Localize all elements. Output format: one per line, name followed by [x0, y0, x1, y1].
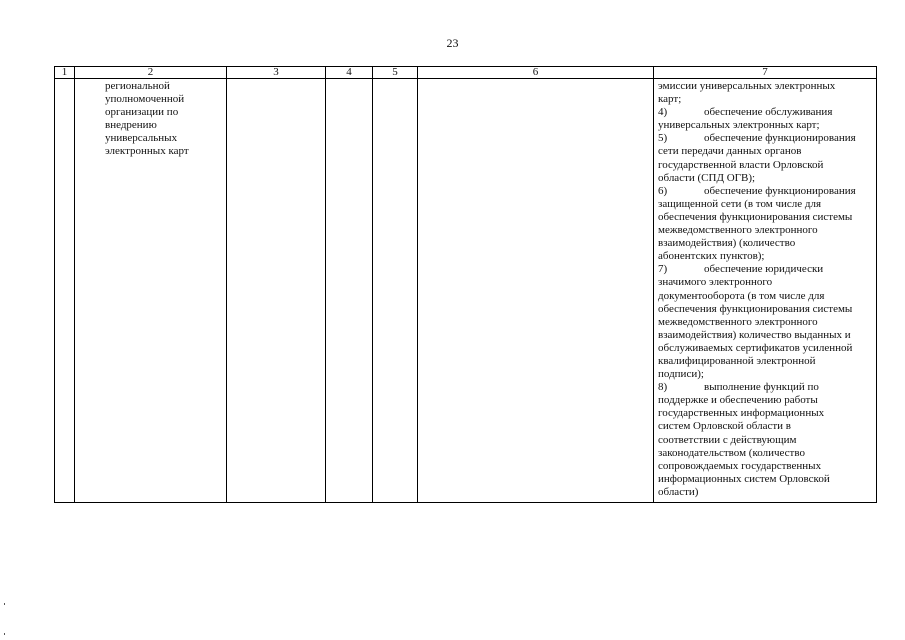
line-text: квалифицированной электронной — [658, 354, 816, 367]
line-text: межведомственного электронного — [658, 224, 818, 237]
col7-line — [658, 329, 876, 342]
line-text: обеспечение функционирования — [704, 132, 856, 145]
header-col-6: 6 — [418, 67, 654, 79]
item-number: 6) — [658, 184, 668, 197]
cell-col-2 — [75, 79, 227, 503]
col7-line — [658, 381, 876, 394]
line-text: области (СПД ОГВ); — [658, 171, 756, 184]
item-number: 5) — [658, 132, 668, 145]
col7-line — [658, 237, 876, 250]
col7-line — [658, 80, 876, 93]
line-text: взаимодействия) количество выданных и — [658, 328, 851, 341]
col7-line — [658, 145, 876, 158]
col7-line — [658, 434, 876, 447]
col7-line — [658, 93, 876, 106]
cell-col-6 — [418, 79, 654, 503]
col7-line — [658, 250, 876, 263]
header-col-5: 5 — [373, 67, 418, 79]
col7-line — [658, 290, 876, 303]
header-col-4: 4 — [326, 67, 373, 79]
scan-mark — [4, 633, 5, 635]
line-text: соответствии с действующим — [658, 433, 797, 446]
line-text: обеспечения функционирования системы — [658, 302, 853, 315]
col7-line — [658, 303, 876, 316]
col2-line: организации по внедрению — [105, 106, 179, 132]
col7-line — [658, 342, 876, 355]
page-number: 23 — [446, 36, 459, 50]
col2-line: электронных карт — [105, 145, 189, 158]
cell-col-4 — [326, 79, 373, 503]
line-text: документооборота (в том числе для — [658, 289, 825, 302]
line-text: обеспечение функционирования — [704, 184, 856, 197]
col7-line — [658, 185, 876, 198]
col7-line — [658, 420, 876, 433]
col7-line — [658, 159, 876, 172]
line-text: взаимодействия) (количество — [658, 237, 796, 250]
col7-line — [658, 407, 876, 420]
col7-line — [658, 394, 876, 407]
col7-line — [658, 263, 876, 276]
line-text: абонентских пунктов); — [658, 250, 765, 263]
line-text: государственных информационных — [658, 407, 825, 420]
table-row — [55, 79, 877, 503]
col7-line — [658, 316, 876, 329]
col7-line — [658, 460, 876, 473]
col2-line: уполномоченной — [105, 93, 185, 106]
line-text: области) — [658, 485, 699, 498]
document-table — [54, 66, 877, 503]
cell-col-3 — [227, 79, 326, 503]
line-text: эмиссии универсальных электронных — [658, 80, 836, 92]
item-number: 8) — [658, 381, 668, 394]
header-col-1: 1 — [55, 67, 75, 79]
header-col-7: 7 — [654, 67, 877, 79]
col7-line — [658, 368, 876, 381]
col7-line — [658, 447, 876, 460]
col7-line — [658, 106, 876, 119]
line-text: защищенной сети (в том числе для — [658, 197, 822, 210]
line-text: информационных систем Орловской — [658, 472, 830, 485]
line-text: сопровождаемых государственных — [658, 459, 822, 472]
line-text: карт; — [658, 93, 682, 106]
line-text: систем Орловской области в — [658, 420, 791, 433]
line-text: обслуживаемых сертификатов усиленной — [658, 341, 853, 354]
col7-line — [658, 276, 876, 289]
line-text: сети передачи данных органов — [658, 145, 802, 158]
line-text: обеспечение юридически — [704, 263, 824, 276]
cell-col-1 — [55, 79, 75, 503]
item-number: 7) — [658, 263, 668, 276]
header-row — [55, 67, 877, 79]
line-text: поддержке и обеспечению работы — [658, 394, 818, 407]
item-number: 4) — [658, 106, 668, 119]
col7-line — [658, 224, 876, 237]
header-col-2: 2 — [75, 67, 227, 79]
col2-line: универсальных — [105, 132, 178, 145]
line-text: обеспечения функционирования системы — [658, 210, 853, 223]
line-text: выполнение функций по — [704, 381, 819, 394]
header-col-3: 3 — [227, 67, 326, 79]
cell-col-7 — [654, 79, 877, 503]
line-text: государственной власти Орловской — [658, 158, 824, 171]
col7-line — [658, 172, 876, 185]
line-text: обеспечение обслуживания — [704, 106, 833, 119]
line-text: значимого электронного — [658, 276, 773, 289]
col2-line: региональной — [105, 80, 170, 92]
col7-line — [658, 132, 876, 145]
col7-line — [658, 355, 876, 368]
col7-line — [658, 486, 876, 499]
col7-line — [658, 198, 876, 211]
col7-line — [658, 119, 876, 132]
line-text: универсальных электронных карт; — [658, 119, 820, 132]
cell-col-5 — [373, 79, 418, 503]
line-text: законодательством (количество — [658, 446, 805, 459]
col7-line — [658, 211, 876, 224]
line-text: подписи); — [658, 368, 704, 381]
line-text: межведомственного электронного — [658, 315, 818, 328]
col7-line — [658, 473, 876, 486]
scan-mark — [4, 603, 5, 605]
